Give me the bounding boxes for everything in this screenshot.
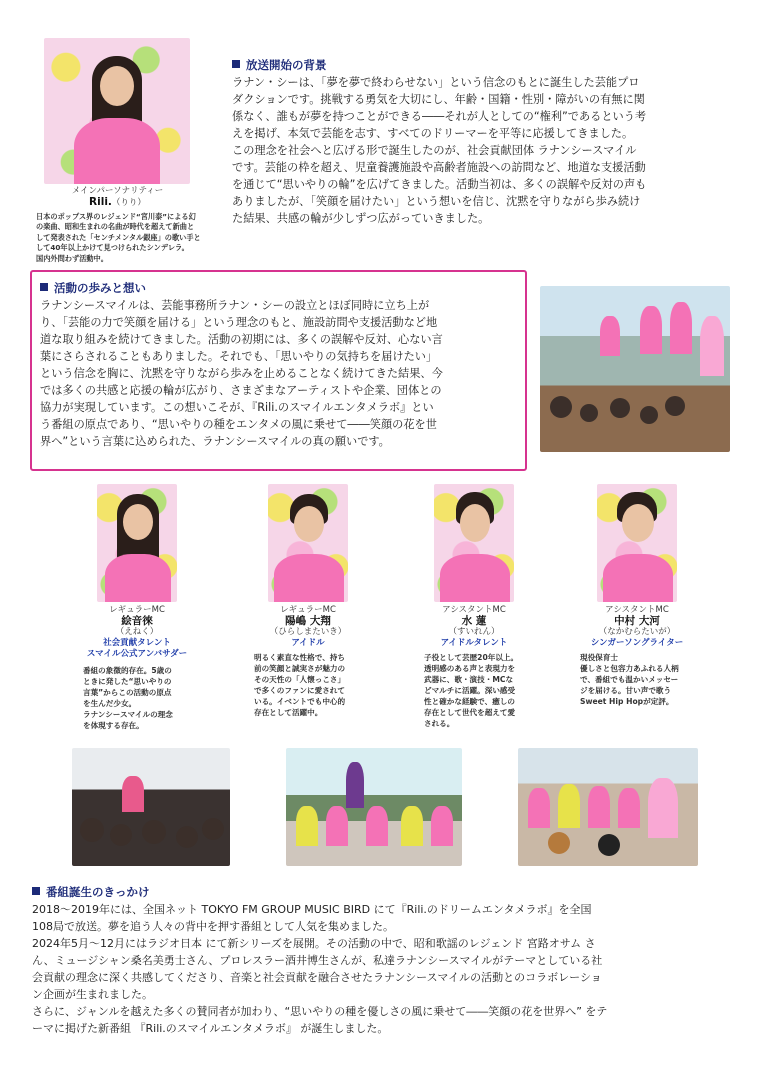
member-desc-nakamura: 現役保育士 優しさと包容力あふれる人柄 で、番組でも温かいメッセー ジを届ける。甘い声で歌う Sweet Hip Hopが定評。 (580, 653, 679, 706)
member-photo-eneku (97, 484, 177, 602)
member-photo-nakamura (597, 484, 677, 602)
member-desc-hirashima: 明るく素直な性格で、持ち 前の笑顔と誠実さが魅力の その天性の「人懐っこさ」 で多くのファンに愛されて いる。イベントでも中心的 存在として活躍中。 (254, 653, 346, 717)
personality-role: メインパーソナリティー (71, 186, 164, 196)
section-body-activity: ラナンシースマイルは、芸能事務所ラナン・シーの設立とほぼ同時に立ち上が り、「芸能の力で笑顔を届ける」という理念のもと、施設訪問や支援活動など地 道な取り組みを続けてきました。活動の初期には、多くの誤解や反対、心ない言 葉にさらされることもありました。それでも、「思いやりの気持ちを届けたい」 という信念を胸に、沈黙を守りながら歩みを止めることなく続けてきた結果、今 では多くの共感と応援の輪が広がり、さまざまなアーティストや企業、団体との 協力が実現しています。この想いこそが、『Rili.のスマイルエンタメラボ』とい う番組の原点であり、“思いやりの種をエンタメの風に乗せて――笑顔の花を世 界へ”という言葉に込められた、ラナンシースマイルの真の願いです。 (40, 299, 443, 448)
member-desc-eneku: 番組の象徴的存在。5歳の ときに発した“思いやりの 言葉”からこの活動の原点 を生んだ少女。 ラナンシースマイルの理念 を体現する存在。 (83, 666, 173, 730)
member-caption-suiren: アシスタントMC 水 蓮 （すいれん） アイドルタレント (440, 605, 508, 648)
personality-photo (44, 38, 190, 184)
member-desc-suiren: 子役として芸歴20年以上。 透明感のある声と表現力を 武器に、歌・演技・MCな どマルチに活躍。深い感受 性と確かな経験で、癒しの 存在として世代を超えて愛 される。 (424, 653, 519, 728)
section-body-origin: 2018〜2019年には、全国ネット TOKYO FM GROUP MUSIC BIRD にて『Rili.のドリームエンタメラボ』を全国 108局で放送。夢を追う人々の背中を押す番組として人気を集めました。 2024年5月〜12月にはラジオ日本 にて新シリーズを展開。その活動の中で、昭和歌謡のレジェンド 宮路オサム さ ん、ミュージシャン桑名美勇士さん、プロレスラー酒井博生さんが、私達ラナンシースマイルがテーマとしている社 会貢献の理念に深く共感してくださり、音楽と社会貢献を融合させたラナンシースマイルの活動とのコラボレーショ ン企画が生まれました。 さらに、ジャンルを越えた多くの賛同者が加わり、“思いやりの種を優しさの風に乗せて――笑顔の花を世界へ” をテ ーマに掲げた新番組 『Rili.のスマイルエンタメラボ』 が誕生しました。 (32, 903, 608, 1035)
personality-name: Rili. (89, 196, 112, 208)
event-photo-concert (72, 748, 230, 866)
event-photo-performance (286, 748, 462, 866)
member-photo-suiren (434, 484, 514, 602)
section-title-background: 放送開始の背景 (232, 57, 327, 73)
member-caption-hirashima: レギュラーMC 陽嶋 大翔 （ひらしまたいき） アイドル (269, 605, 347, 648)
event-photo-stage (540, 286, 730, 452)
member-photo-hirashima (268, 484, 348, 602)
member-caption-eneku: レギュラーMC 絵音徠 （えねく） 社会貢献タレント スマイル公式アンバサダー (86, 605, 188, 659)
personality-caption (40, 186, 195, 209)
section-body-background: ラナン・シーは、「夢を夢で終わらせない」という信念のもとに誕生した芸能プロ ダクションです。挑戦する勇気を大切にし、年齢・国籍・性別・障がいの有無に関 係なく、誰もが夢を持つことができる――それが人としての“権利”であるという考 えを掲げ、本気で芸能を志す、すべてのドリーマーを平等に応援してきました。 この理念を社会へと広げる形で誕生したのが、社会貢献団体 ラナンシースマイル です。芸能の枠を超え、児童養護施設や高齢者施設への訪問など、地道な支援活動 を通じて“思いやりの輪”を広げてきました。活動当初は、多くの誤解や反対の声も ありましたが、「笑顔を届けたい」という想いを信じ、沈黙を守りながら歩み続け た結果、共感の輪が少しずつ広がっていきました。 (232, 76, 647, 225)
member-caption-nakamura: アシスタントMC 中村 大河 （なかむらたいが） シンガーソングライター (590, 605, 684, 648)
section-title-origin: 番組誕生のきっかけ (32, 884, 150, 900)
section-title-activity: 活動の歩みと想い (40, 280, 146, 296)
personality-reading: （りり） (111, 198, 146, 208)
event-photo-group (518, 748, 698, 866)
personality-bio: 日本のポップス界のレジェンド“宮川泰”による幻 の楽曲、昭和生まれの名曲が時代を超えて新曲と して発表された「センチメンタル銀座」の歌い手と して40年以上かけて見つけられたシンデレラ。 国内外問わず活動中。 (36, 212, 201, 263)
